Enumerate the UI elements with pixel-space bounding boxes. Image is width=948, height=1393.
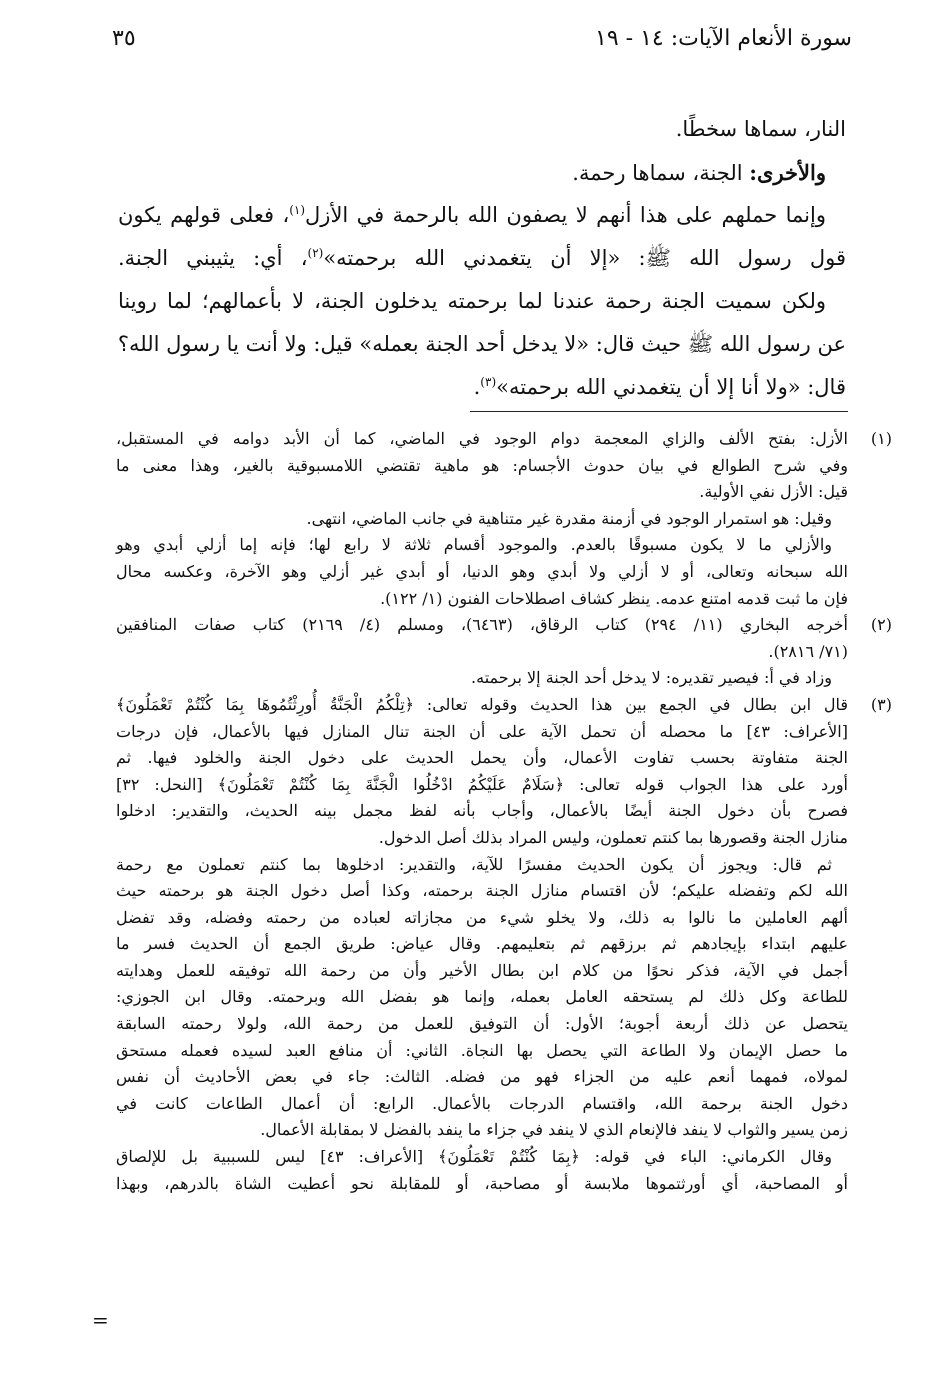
footnote-line: دخول الجنة برحمة الله، واقتسام الدرجات بالأعمال. الرابع: أن أعمال الطاعات كانت في (116, 1093, 848, 1113)
footnote-line: [الأعراف: ٤٣] ما محصله أن تحمل الآية على أن الجنة تنال المنازل فيها بالأعمال، فإن درجات (116, 721, 848, 741)
footnote-line: منازل الجنة وقصورها بما كنتم تعملون، وليس المراد بذلك أصل الدخول. (378, 827, 848, 847)
footnote-line: الجنة متفاوتة بحسب تفاوت الأعمال، وأن يحمل الحديث على دخول الجنة والخلود فيها. ثم (116, 748, 848, 768)
text-segment: ولكن سميت الجنة رحمة عندنا لما برحمته يدخلون الجنة، لا بأعمالهم؛ لما روينا (118, 289, 826, 313)
footnote-line: قال ابن بطال في الجمع بين هذا الحديث وقوله تعالى: ﴿تِلْكُمُ الْجَنَّةُ أُورِثْتُمُوهَا بِمَا كُنْتُمْ تَعْمَلُونَ﴾ (116, 694, 849, 714)
main-text-line (118, 323, 846, 366)
footnote-line: يتحصل عن ذلك أربعة أجوبة؛ الأول: أن التوفيق للعمل من رحمة الله، ولولا رحمته السابقة (116, 1014, 848, 1034)
text-segment: النار، سماها سخطًا. (675, 117, 846, 141)
footnote-line: وقال الكرماني: الباء في قوله: ﴿بِمَا كُنْتُمْ تَعْمَلُونَ﴾ [الأعراف: ٤٣] ليس للسببية بل للإلصاق (116, 1147, 833, 1167)
footnote-line: زمن يسير والثواب لا ينفد فالإنعام الذي لا ينفد في جزاء ما ينفد بالفضل لا بمقابلة الأعمال. (260, 1120, 848, 1140)
main-text-line (118, 366, 846, 409)
text-segment: وإنما حملهم على هذا أنهم لا يصفون الله بالرحمة في الأزل (305, 203, 826, 227)
bold-term: والأخرى: (749, 160, 826, 185)
main-text-line (118, 194, 846, 237)
footnote-line: وزاد في أ: فيصير تقديره: لا يدخل أحد الجنة إلا برحمته. (471, 668, 832, 688)
main-text-line (118, 151, 846, 194)
footnote (116, 426, 892, 612)
footnote-line: لمولاه، فمهما أنعم عليه من الجزاء فهو من فضله. الثالث: جاء في بعض الأحاديث أن نفس (116, 1067, 849, 1087)
footnote-line: أو المصاحبة، أي أورثتموها ملابسة أو مصاحبة، أو للمقابلة نحو أعطيت الشاة بالدرهم، وبهذا (116, 1173, 848, 1193)
text-segment: ، فعلى قولهم يكون (118, 203, 290, 227)
footnote-line: أجمل في الآية، فذكر نحوًا من كلام ابن بطال الأخير وأن من رحمة الله توفيقه للعمل وهدايته (116, 960, 848, 980)
footnote (116, 612, 892, 692)
footnote-line: (٧١/ ٢٨١٦). (768, 641, 848, 661)
main-text-line (118, 280, 846, 323)
footnote-line: الأزل: بفتح الألف والزاي المعجمة دوام الوجود في الماضي، كما أن الأبد دوامه في المستقبل، (116, 429, 848, 448)
continuation-mark: = (92, 1308, 109, 1332)
footnote-number: (٢) (870, 615, 892, 635)
footnote-line: أخرجه البخاري (١١/ ٢٩٤) كتاب الرقاق، (٦٤٦٣)، ومسلم (٤/ ٢١٦٩) كتاب صفات المنافقين (116, 615, 848, 635)
footnote-line: ما حصل الإيمان ولا الطاعة التي يحصل بها النجاة. الثاني: أن منافع العبد لسيده فعمله مستحق (116, 1040, 848, 1060)
main-text (118, 108, 846, 409)
text-segment: الجنة، سماها رحمة. (572, 161, 750, 185)
footnote-line: قيل: الأزل نفي الأولية. (699, 482, 848, 502)
footnote-line: والأزلي ما لا يكون مسبوقًا بالعدم. والموجود أقسام ثلاثة لا رابع لها؛ فإنه إما أزلي أبدي وهو (116, 535, 832, 555)
text-segment: عن رسول الله ﷺ حيث قال: «لا يدخل أحد الجنة بعمله» قيل: ولا أنت يا رسول الله؟ (117, 332, 846, 356)
footnote-line: أورد على هذا الجواب قوله تعالى: ﴿سَلَامٌ عَلَيْكُمُ ادْخُلُوا الْجَنَّةَ بِمَا كُنْتُمْ تَعْمَلُونَ﴾ [النحل: ٣٢] (116, 774, 848, 794)
running-title: سورة الأنعام الآيات: ١٤ - ١٩ (595, 26, 852, 51)
footnote-separator (470, 411, 848, 412)
page-header (112, 26, 852, 62)
footnote-number: (٣) (870, 694, 892, 714)
footnote-line: فصرح بأن دخول الجنة أيضًا بالأعمال، وأجاب بأنه لفظ مجمل بينه الحديث، والتقدير: ادخلوا (116, 801, 849, 821)
footnote-line: وفي شرح الطوالع في بيان حدوث الأجسام: هو ماهية تقتضي اللامسبوقية بالغير، وهذا معنى ما (116, 455, 848, 475)
text-segment: قال: «ولا أنا إلا أن يتغمدني الله برحمته» (496, 375, 846, 399)
footnote-line: وقيل: هو استمرار الوجود في أزمنة مقدرة غير متناهية في جانب الماضي، انتهى. (306, 508, 832, 528)
text-segment: . (473, 375, 481, 399)
footnote-reference[interactable]: (٢) (307, 246, 324, 260)
text-segment: قول رسول الله ﷺ: «إلا أن يتغمدني الله برحمته» (323, 246, 847, 270)
footnote-line: الله سبحانه وتعالى، أو لا أزلي ولا أبدي وهو الدنيا، أو أبدي غير أزلي وهو الآخرة، وعكسه محال (116, 561, 848, 581)
footnote-line: للطاعة وكل ذلك لم يستحقه العامل بعمله، وإنما هو بفضل الله وبرحمته. وقال ابن الجوزي: (116, 987, 849, 1007)
footnote-line: فإن ما ثبت قدمه امتنع عدمه. ينظر كشاف اصطلاحات الفنون (١/ ١٢٢). (380, 588, 848, 608)
footnote-reference[interactable]: (٣) (480, 375, 497, 389)
main-text-line (118, 108, 846, 151)
main-text-line (118, 237, 846, 280)
footnote-line: الله لكم وتفضله عليكم؛ لأن اقتسام منازل الجنة برحمته، وكذا أصل دخول الجنة هو برحمته حيث (116, 881, 849, 901)
footnote-number: (١) (870, 429, 892, 448)
footnotes (116, 426, 892, 1197)
footnote (116, 692, 892, 1197)
footnote-line: ألهم العاملين ما نالوا به ذلك، ولا يخلو شيء من مجازاته لعباده من رحمته وفضله، وقد تفضل (116, 907, 848, 927)
footnote-line: عليهم ابتداء بإيجادهم ثم برزقهم ثم بتعليمهم. وقال عياض: طريق الجمع أن الحديث فسر ما (116, 934, 848, 954)
footnote-line: ثم قال: ويجوز أن يكون الحديث مفسرًا للآية، والتقدير: ادخلوها بما كنتم تعملون مع رحمة (116, 854, 832, 874)
footnote-reference[interactable]: (١) (289, 203, 306, 217)
text-segment: ، أي: يثيبني الجنة. (118, 246, 308, 270)
page-number: ٣٥ (112, 26, 136, 51)
